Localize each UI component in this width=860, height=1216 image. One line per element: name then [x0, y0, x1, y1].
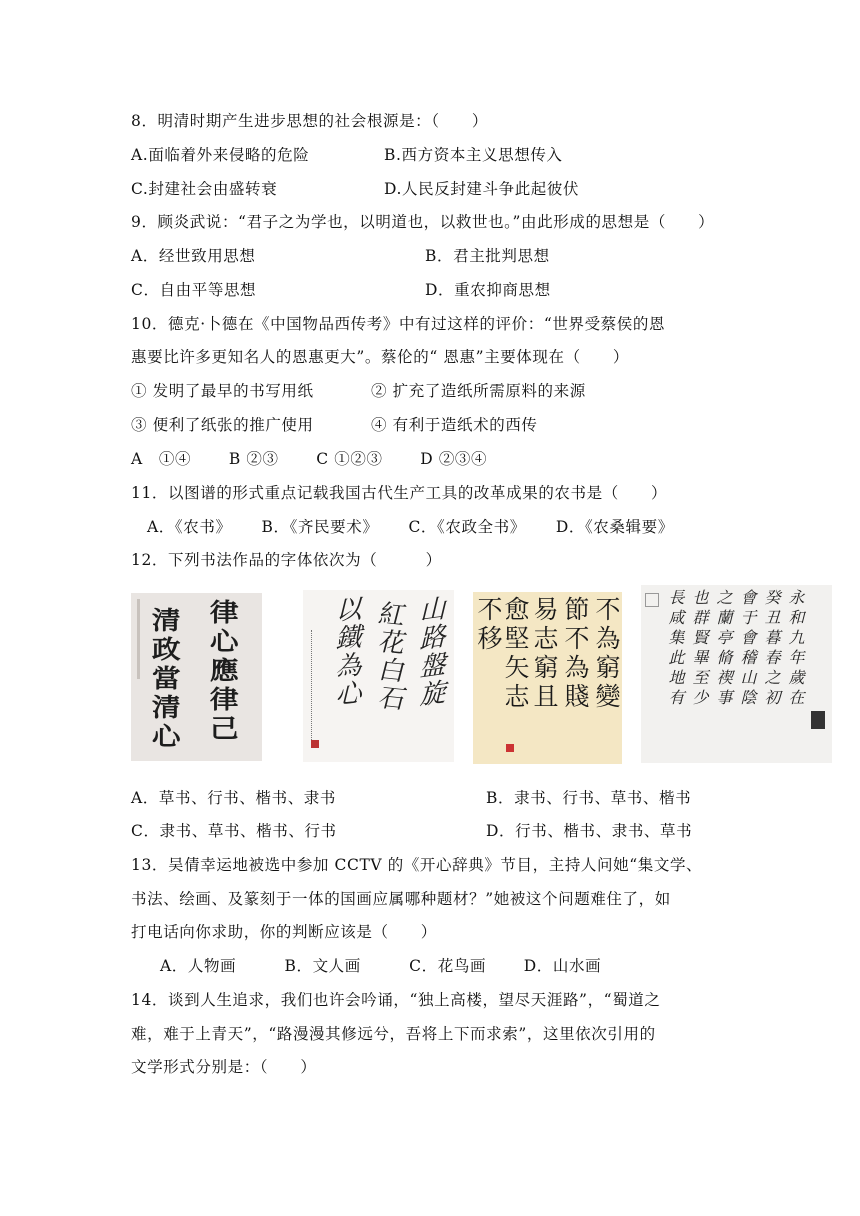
- q10-item-3: ③ 便利了纸张的推广使用: [131, 416, 314, 434]
- q10-choices: A ①④ B ②③ C ①②③ D ②③④: [131, 450, 488, 468]
- calligraphy-text-3d: 愈堅矢志: [501, 596, 530, 712]
- calligraphy-text-4e: 也群賢畢至少: [690, 589, 709, 709]
- q9-option-c: C．自由平等思想: [131, 281, 257, 299]
- calligraphy-text-2a: 山路盤旋: [415, 593, 445, 711]
- calligraphy-text-4d: 之蘭亭脩禊事: [714, 589, 733, 709]
- calligraphy-text-3b: 節不為賤: [561, 596, 590, 712]
- calligraphy-image-cursive: [303, 590, 454, 762]
- q14-stem-line2: 难，难于上青天”，“路漫漫其修远兮，吾将上下而求索”，这里依次引用的: [131, 1025, 656, 1043]
- q14-stem-line1: 14．谈到人生追求，我们也许会吟诵，“独上高楼，望尽天涯路”，“蜀道之: [131, 991, 661, 1009]
- q8-option-a: A.面临着外来侵略的危险: [131, 146, 310, 164]
- calligraphy-text-1b: 清政當清心: [147, 607, 182, 752]
- q10-item-4: ④ 有利于造纸术的西传: [371, 416, 538, 434]
- calligraphy-image-running: [641, 585, 832, 763]
- q10-stem-line1: 10．德克·卜德在《中国物品西传考》中有过这样的评价：“世界受蔡侯的恩: [131, 315, 666, 333]
- q12-stem: 12．下列书法作品的字体依次为（ ）: [131, 551, 442, 569]
- calligraphy-text-3c: 易志窮且: [530, 596, 559, 712]
- q9-stem: 9．顾炎武说：“君子之为学也，以明道也，以救世也。”由此形成的思想是（ ）: [131, 213, 715, 231]
- q14-stem-line3: 文学形式分别是：（ ）: [131, 1058, 317, 1076]
- calligraphy-text-4b: 癸丑暮春之初: [762, 589, 781, 709]
- q9-option-d: D．重农抑商思想: [425, 281, 551, 299]
- calligraphy-text-1a: 律心應律己: [205, 599, 240, 744]
- calligraphy-text-4a: 永和九年歲在: [786, 589, 805, 709]
- q13-stem-line2: 书法、绘画、及篆刻于一体的国画应属哪种题材？”她被这个问题难住了，如: [131, 890, 671, 908]
- q13-stem-line1: 13．吴倩幸运地被选中参加 CCTV 的《开心辞典》节目，主持人问她“集文学、: [131, 856, 703, 874]
- q10-item-2: ② 扩充了造纸所需原料的来源: [371, 382, 586, 400]
- q13-stem-line3: 打电话向你求助，你的判断应该是（ ）: [131, 923, 437, 941]
- q8-option-d: D.人民反封建斗争此起彼伏: [384, 180, 580, 198]
- q8-option-c: C.封建社会由盛转衰: [131, 180, 278, 198]
- calligraphy-text-3a: 不為窮變: [592, 596, 621, 712]
- calligraphy-image-clerical: [131, 593, 262, 761]
- calligraphy-image-regular: [473, 592, 622, 764]
- q8-option-b: B.西方资本主义思想传入: [384, 146, 563, 164]
- calligraphy-text-3e: 不移: [474, 596, 503, 654]
- q13-choices: A．人物画 B．文人画 C．花鸟画 D．山水画: [160, 957, 602, 975]
- calligraphy-text-4c: 會于會稽山陰: [738, 589, 757, 709]
- calligraphy-text-2c: 以鐵為心: [331, 594, 361, 710]
- q11-choices: A．《农书》 B．《齐民要术》 C．《农政全书》 D．《农桑辑要》: [147, 518, 674, 536]
- q10-stem-line2: 惠要比许多更知名人的恩惠更大”。蔡伦的“ 恩惠”主要体现在（ ）: [131, 348, 630, 366]
- q12-option-d: D．行书、楷书、隶书、草书: [486, 822, 693, 840]
- q8-stem: 8．明清时期产生进步思想的社会根源是：（ ）: [131, 112, 488, 130]
- q10-item-1: ① 发明了最早的书写用纸: [131, 382, 314, 400]
- calligraphy-text-2b: 紅花白石: [373, 598, 403, 714]
- q9-option-b: B．君主批判思想: [425, 247, 550, 265]
- q11-stem: 11．以图谱的形式重点记载我国古代生产工具的改革成果的农书是（ ）: [131, 484, 668, 502]
- q12-option-b: B．隶书、行书、草书、楷书: [486, 789, 692, 807]
- q9-option-a: A．经世致用思想: [131, 247, 256, 265]
- q12-option-a: A．草书、行书、楷书、隶书: [131, 789, 336, 807]
- calligraphy-text-4f: 長咸集此地有: [666, 589, 685, 709]
- q12-option-c: C．隶书、草书、楷书、行书: [131, 822, 337, 840]
